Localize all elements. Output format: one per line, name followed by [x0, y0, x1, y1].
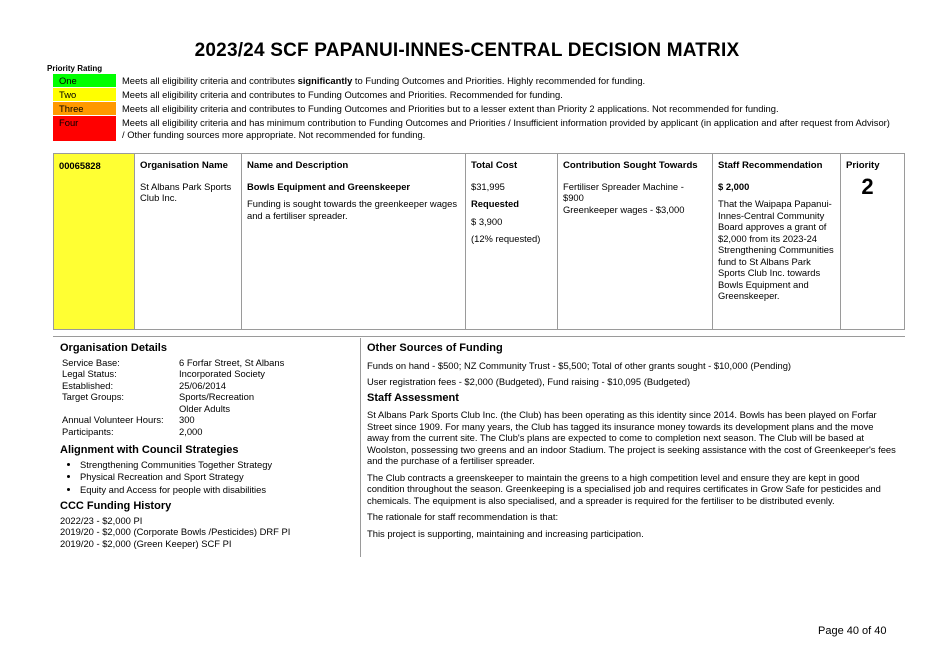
contribution-column — [558, 154, 713, 329]
list-item: 2019/20 - $2,000 (Green Keeper) SCF PI — [60, 537, 232, 549]
staff-recommendation-amount: $ 2,000 — [718, 180, 750, 192]
organisation-header: Organisation Name — [140, 160, 228, 171]
staff-assessment-paragraph-3: The rationale for staff recommendation is that: — [367, 511, 559, 522]
priority-desc-one: Meets all eligibility criteria and contributes significantly to Funding Outcomes and Priorities. Highly recommended for funding. — [122, 75, 646, 86]
org-details-heading: Organisation Details — [60, 342, 167, 354]
org-detail-row: Legal Status: Incorporated Society — [62, 368, 265, 379]
ccc-history-heading: CCC Funding History — [60, 500, 172, 512]
list-item: • Equity and Access for people with disabilities — [80, 484, 355, 496]
project-title: Bowls Equipment and Greenskeeper — [247, 180, 411, 192]
priority-swatch-two: Two — [53, 88, 116, 102]
page-number: Page 40 of 40 — [818, 625, 887, 637]
org-detail-row: Service Base: 6 Forfar Street, St Albans — [62, 356, 285, 368]
priority-row-two — [53, 88, 893, 102]
page-title: 2023/24 SCF PAPANUI-INNES-CENTRAL DECISION MATRIX — [194, 40, 740, 61]
requested-amount: $ 3,900 — [471, 215, 503, 227]
right-panel — [367, 343, 897, 544]
staff-assessment-paragraph-1: St Albans Park Sports Club Inc. (the Club) has been operating as this identity since 2014. Bowls has been played on Forfar Street since 1909. For many years, the Club has tagged its insurance money towards its development plans and the move away from the current site. The Club's plans are expected to come to completion next season. The Club will be based at Woolston, possessing two greens and an indoor Stadium. The project is seeking assistance with the cost of Greenkeeper's fees and the purchase of a fertiliser spreader. — [367, 409, 896, 466]
alignment-list — [60, 459, 355, 496]
requested-label: Requested — [471, 198, 519, 209]
priority-desc-two: Meets all eligibility criteria and contributes to Funding Outcomes and Priorities. Recommended for funding. — [122, 89, 563, 100]
priority-rating-legend — [53, 74, 893, 142]
total-cost-column — [466, 154, 558, 329]
org-detail-row: Participants: 2,000 — [62, 425, 203, 437]
name-description-header: Name and Description — [247, 160, 349, 171]
priority-row-one — [53, 74, 893, 88]
staff-recommendation-header: Staff Recommendation — [718, 160, 823, 171]
organisation-name: St Albans Park Sports Club Inc. — [140, 180, 232, 203]
priority-column — [841, 154, 904, 329]
priority-row-four — [53, 116, 893, 142]
application-id: 00065828 — [54, 154, 135, 329]
total-cost-value: $31,995 — [471, 180, 505, 192]
decision-matrix-row — [53, 153, 905, 330]
contribution-item-1: Fertiliser Spreader Machine - $900 — [563, 180, 684, 203]
total-cost-header: Total Cost — [471, 160, 518, 171]
contribution-header: Contribution Sought Towards — [563, 160, 698, 171]
column-divider — [360, 338, 361, 557]
other-sources-line-1: Funds on hand - $500; NZ Community Trust - $5,500; Total of other grants sought - $10,000 (Pending) — [367, 359, 792, 371]
requested-percent: (12% requested) — [471, 233, 541, 244]
org-detail-row: Established: 25/06/2014 — [62, 379, 226, 391]
list-item: • Physical Recreation and Sport Strategy — [80, 471, 355, 483]
priority-swatch-one: One — [53, 74, 116, 88]
staff-assessment-heading: Staff Assessment — [367, 391, 459, 404]
org-detail-row: Target Groups: Sports/Recreation — [62, 391, 255, 402]
section-divider — [53, 336, 905, 337]
name-description-column — [242, 154, 466, 329]
project-description: Funding is sought towards the greenkeeper wages and a fertiliser spreader. — [247, 198, 458, 221]
org-detail-row: Older Adults — [179, 402, 231, 414]
org-detail-row: Annual Volunteer Hours: 300 — [62, 414, 195, 425]
left-panel — [60, 343, 355, 549]
staff-recommendation-column — [713, 154, 841, 329]
contribution-item-2: Greenkeeper wages - $3,000 — [563, 203, 685, 215]
list-item: 2022/23 - $2,000 PI — [60, 514, 143, 526]
priority-swatch-four: Four — [53, 116, 116, 142]
staff-assessment-paragraph-4: This project is supporting, maintaining and increasing participation. — [367, 527, 644, 539]
other-sources-line-2: User registration fees - $2,000 (Budgeted), Fund raising - $10,095 (Budgeted) — [367, 376, 691, 387]
alignment-heading: Alignment with Council Strategies — [60, 444, 239, 456]
priority-rating-label: Priority Rating — [47, 64, 103, 73]
priority-row-three — [53, 102, 893, 116]
priority-desc-four: Meets all eligibility criteria and has minimum contribution to Funding Outcomes and Priorities / Insufficient information provided by applicant (in application and after request from Advisor) / Other funding sources more appropriate. Not recommended for funding. — [122, 117, 890, 140]
priority-header: Priority — [846, 160, 880, 171]
org-details-list — [60, 357, 355, 438]
list-item: • Strengthening Communities Together Strategy — [80, 459, 355, 471]
staff-assessment-paragraph-2: The Club contracts a greenskeeper to maintain the greens to a high competition level and ensure they are kept in good condition throughout the season. Greenkeeping is a specialised job and requires certificates in Grow Safe for pesticides and chemicals. The equipment is also specialised, and a spreader is required for the fertiliser to be distributed evenly. — [367, 471, 881, 506]
other-sources-heading: Other Sources of Funding — [367, 342, 503, 354]
staff-recommendation-text: That the Waipapa Papanui-Innes-Central Community Board approves a grant of $2,000 from its 2023-24 Strengthening Communities fund to St Albans Park Sports Club Inc. towards Bowls Equipment and Greenskeeper. — [718, 198, 834, 301]
organisation-column — [135, 154, 242, 329]
priority-swatch-three: Three — [53, 102, 116, 116]
priority-value: 2 — [861, 173, 874, 199]
priority-desc-three: Meets all eligibility criteria and contributes to Funding Outcomes and Priorities but to a lesser extent than Priority 2 applications. Not recommended for funding. — [122, 103, 779, 114]
list-item: 2019/20 - $2,000 (Corporate Bowls /Pesticides) DRF PI — [60, 526, 291, 537]
